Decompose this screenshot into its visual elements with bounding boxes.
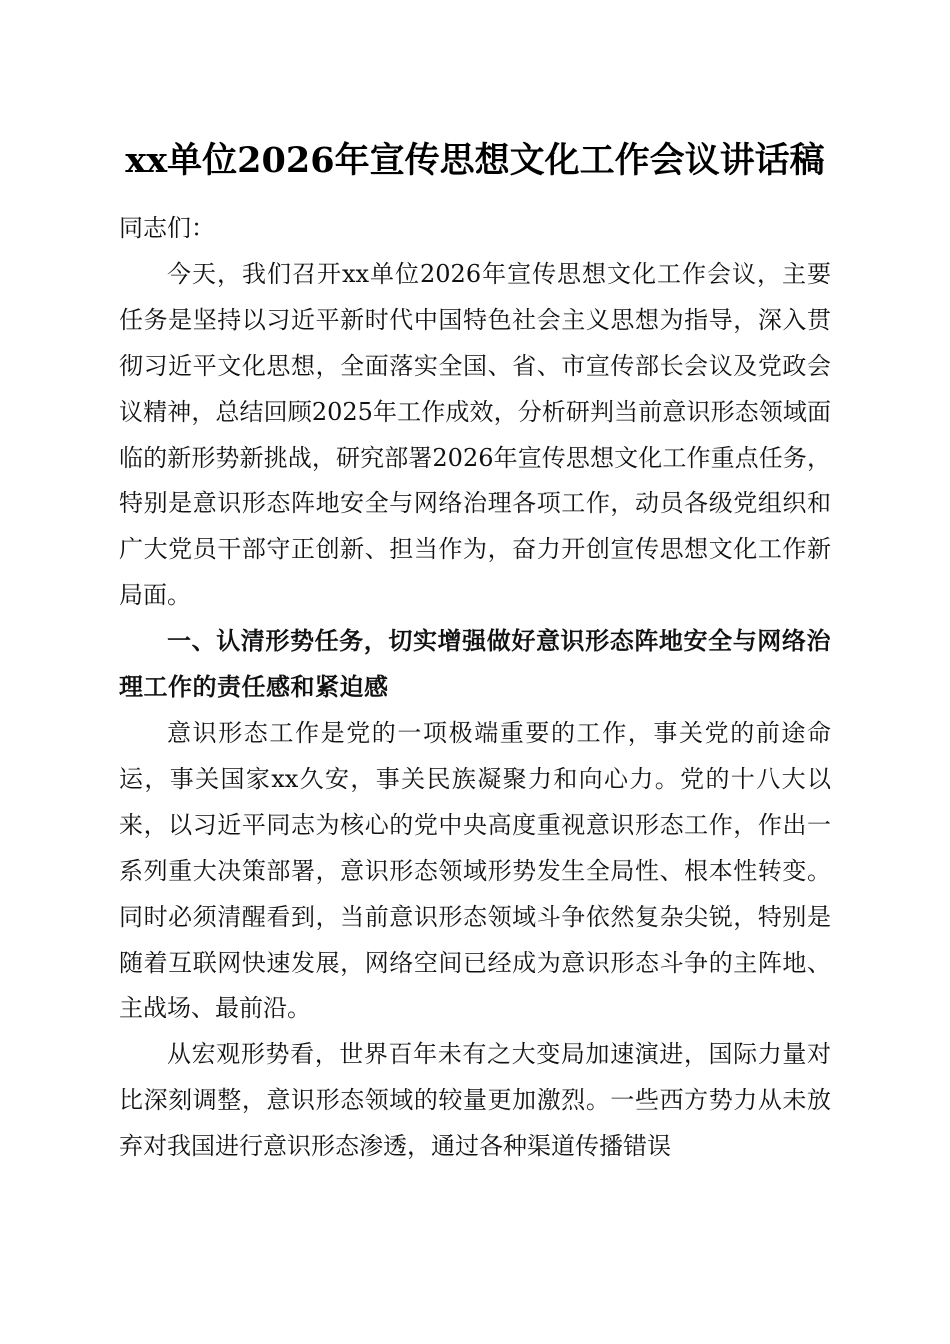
section-heading-1: 一、认清形势任务，切实增强做好意识形态阵地安全与网络治理工作的责任感和紧迫感 [119,627,831,702]
document-title: xx单位2026年宣传思想文化工作会议讲话稿 [125,140,825,181]
opening-paragraph: 今天，我们召开xx单位2026年宣传思想文化工作会议，主要任务是坚持以习近平新时代中国特色社会主义思想为指导，深入贯彻习近平文化思想，全面落实全国、省、市宣传部长会议及党政会议精神，总结回顾2025年工作成效，分析研判当前意识形态领域面临的新形势新挑战，研究部署2026年宣传思想文化工作重点任务，特别是意识形态阵地安全与网络治理各项工作，动员各级党组织和广大党员干部守正创新、担当作为，奋力开创宣传思想文化工作新局面。 [119,259,831,610]
section-1-paragraph-2: 从宏观形势看，世界百年未有之大变局加速演进，国际力量对比深刻调整，意识形态领域的较量更加激烈。一些西方势力从未放弃对我国进行意识形态渗透，通过各种渠道传播错误 [119,1040,831,1161]
section-1-paragraph-1: 意识形态工作是党的一项极端重要的工作，事关党的前途命运，事关国家xx久安，事关民族凝聚力和向心力。党的十八大以来，以习近平同志为核心的党中央高度重视意识形态工作，作出一系列重大决策部署，意识形态领域形势发生全局性、根本性转变。同时必须清醒看到，当前意识形态领域斗争依然复杂尖锐，特别是随着互联网快速发展，网络空间已经成为意识形态斗争的主阵地、主战场、最前沿。 [119,718,831,1023]
document-body [119,206,831,1170]
salutation: 同志们： [119,214,215,242]
